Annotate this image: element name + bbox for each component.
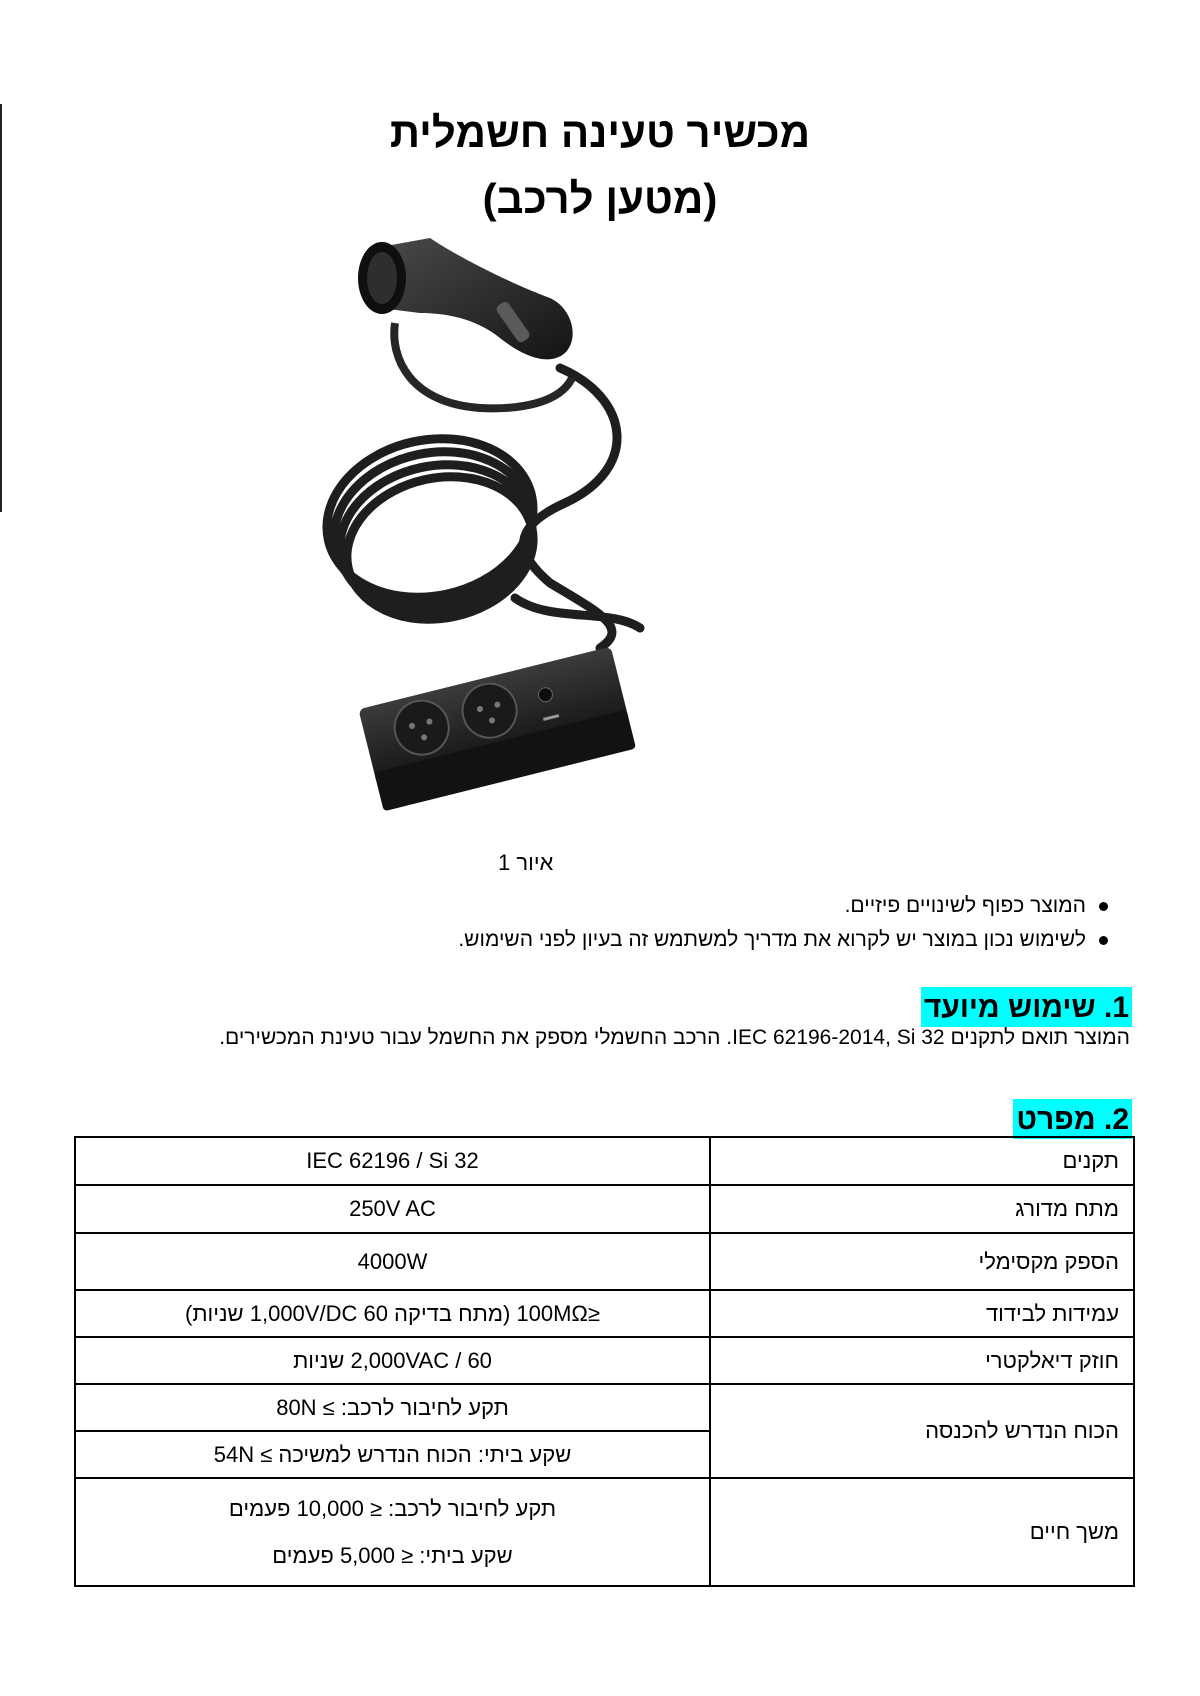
table-row xyxy=(75,1233,1134,1290)
spec-label: משך חיים xyxy=(710,1478,1134,1586)
spec-label: הספק מקסימלי xyxy=(710,1233,1134,1290)
table-row xyxy=(75,1290,1134,1337)
ev-charger-image xyxy=(310,228,680,828)
spec-label: הכוח הנדרש להכנסה xyxy=(710,1384,1134,1478)
note-text: לשימוש נכון במוצר יש לקרוא את מדריך למשתמש זה בעיון לפני השימוש. xyxy=(458,928,1086,951)
table-row xyxy=(75,1384,1134,1431)
table-row xyxy=(75,1137,1134,1185)
bullet-icon xyxy=(1099,902,1108,911)
spec-label: עמידות לבידוד xyxy=(710,1290,1134,1337)
spec-value xyxy=(75,1478,710,1586)
list-item xyxy=(458,889,1108,923)
specification-table xyxy=(74,1136,1135,1587)
bullet-icon xyxy=(1099,936,1108,945)
intended-use-text: המוצר תואם לתקנים IEC 62196-2014, Si 32. הרכב החשמלי מספק את החשמל עבור טעינת המכשירים. xyxy=(219,1026,1130,1049)
spec-value: שקע ביתי: הכוח הנדרש למשיכה ≥ 54N xyxy=(75,1431,710,1478)
spec-value-line: תקע לחיבור לרכב: ≤ 10,000 פעמים xyxy=(228,1496,557,1521)
table-row xyxy=(75,1478,1134,1586)
spec-value: ≤100MΩ (מתח בדיקה 1,000V/DC 60 שניות) xyxy=(75,1290,710,1337)
section-heading-intended-use: 1. שימוש מיועד xyxy=(921,987,1132,1027)
notes-list xyxy=(458,889,1108,957)
figure-caption: איור 1 xyxy=(498,850,554,875)
document-title xyxy=(0,100,1200,232)
spec-label: חוזק דיאלקטרי xyxy=(710,1337,1134,1384)
title-line-1: מכשיר טעינה חשמלית xyxy=(389,109,811,156)
spec-label: תקנים xyxy=(710,1137,1134,1185)
list-item xyxy=(458,923,1108,957)
spec-value: IEC 62196 / Si 32 xyxy=(75,1137,710,1185)
table-row xyxy=(75,1337,1134,1384)
spec-value: 4000W xyxy=(75,1233,710,1290)
table-row xyxy=(75,1185,1134,1233)
spec-value: 2,000VAC / 60 שניות xyxy=(75,1337,710,1384)
section-heading-specification: 2. מפרט xyxy=(1013,1099,1132,1139)
title-line-2: (מטען לרכב) xyxy=(482,175,718,222)
spec-value-line: שקע ביתי: ≤ 5,000 פעמים xyxy=(272,1543,513,1568)
spec-value: 250V AC xyxy=(75,1185,710,1233)
spec-value: תקע לחיבור לרכב: ≥ 80N xyxy=(75,1384,710,1431)
spec-label: מתח מדורג xyxy=(710,1185,1134,1233)
note-text: המוצר כפוף לשינויים פיזיים. xyxy=(844,894,1086,917)
